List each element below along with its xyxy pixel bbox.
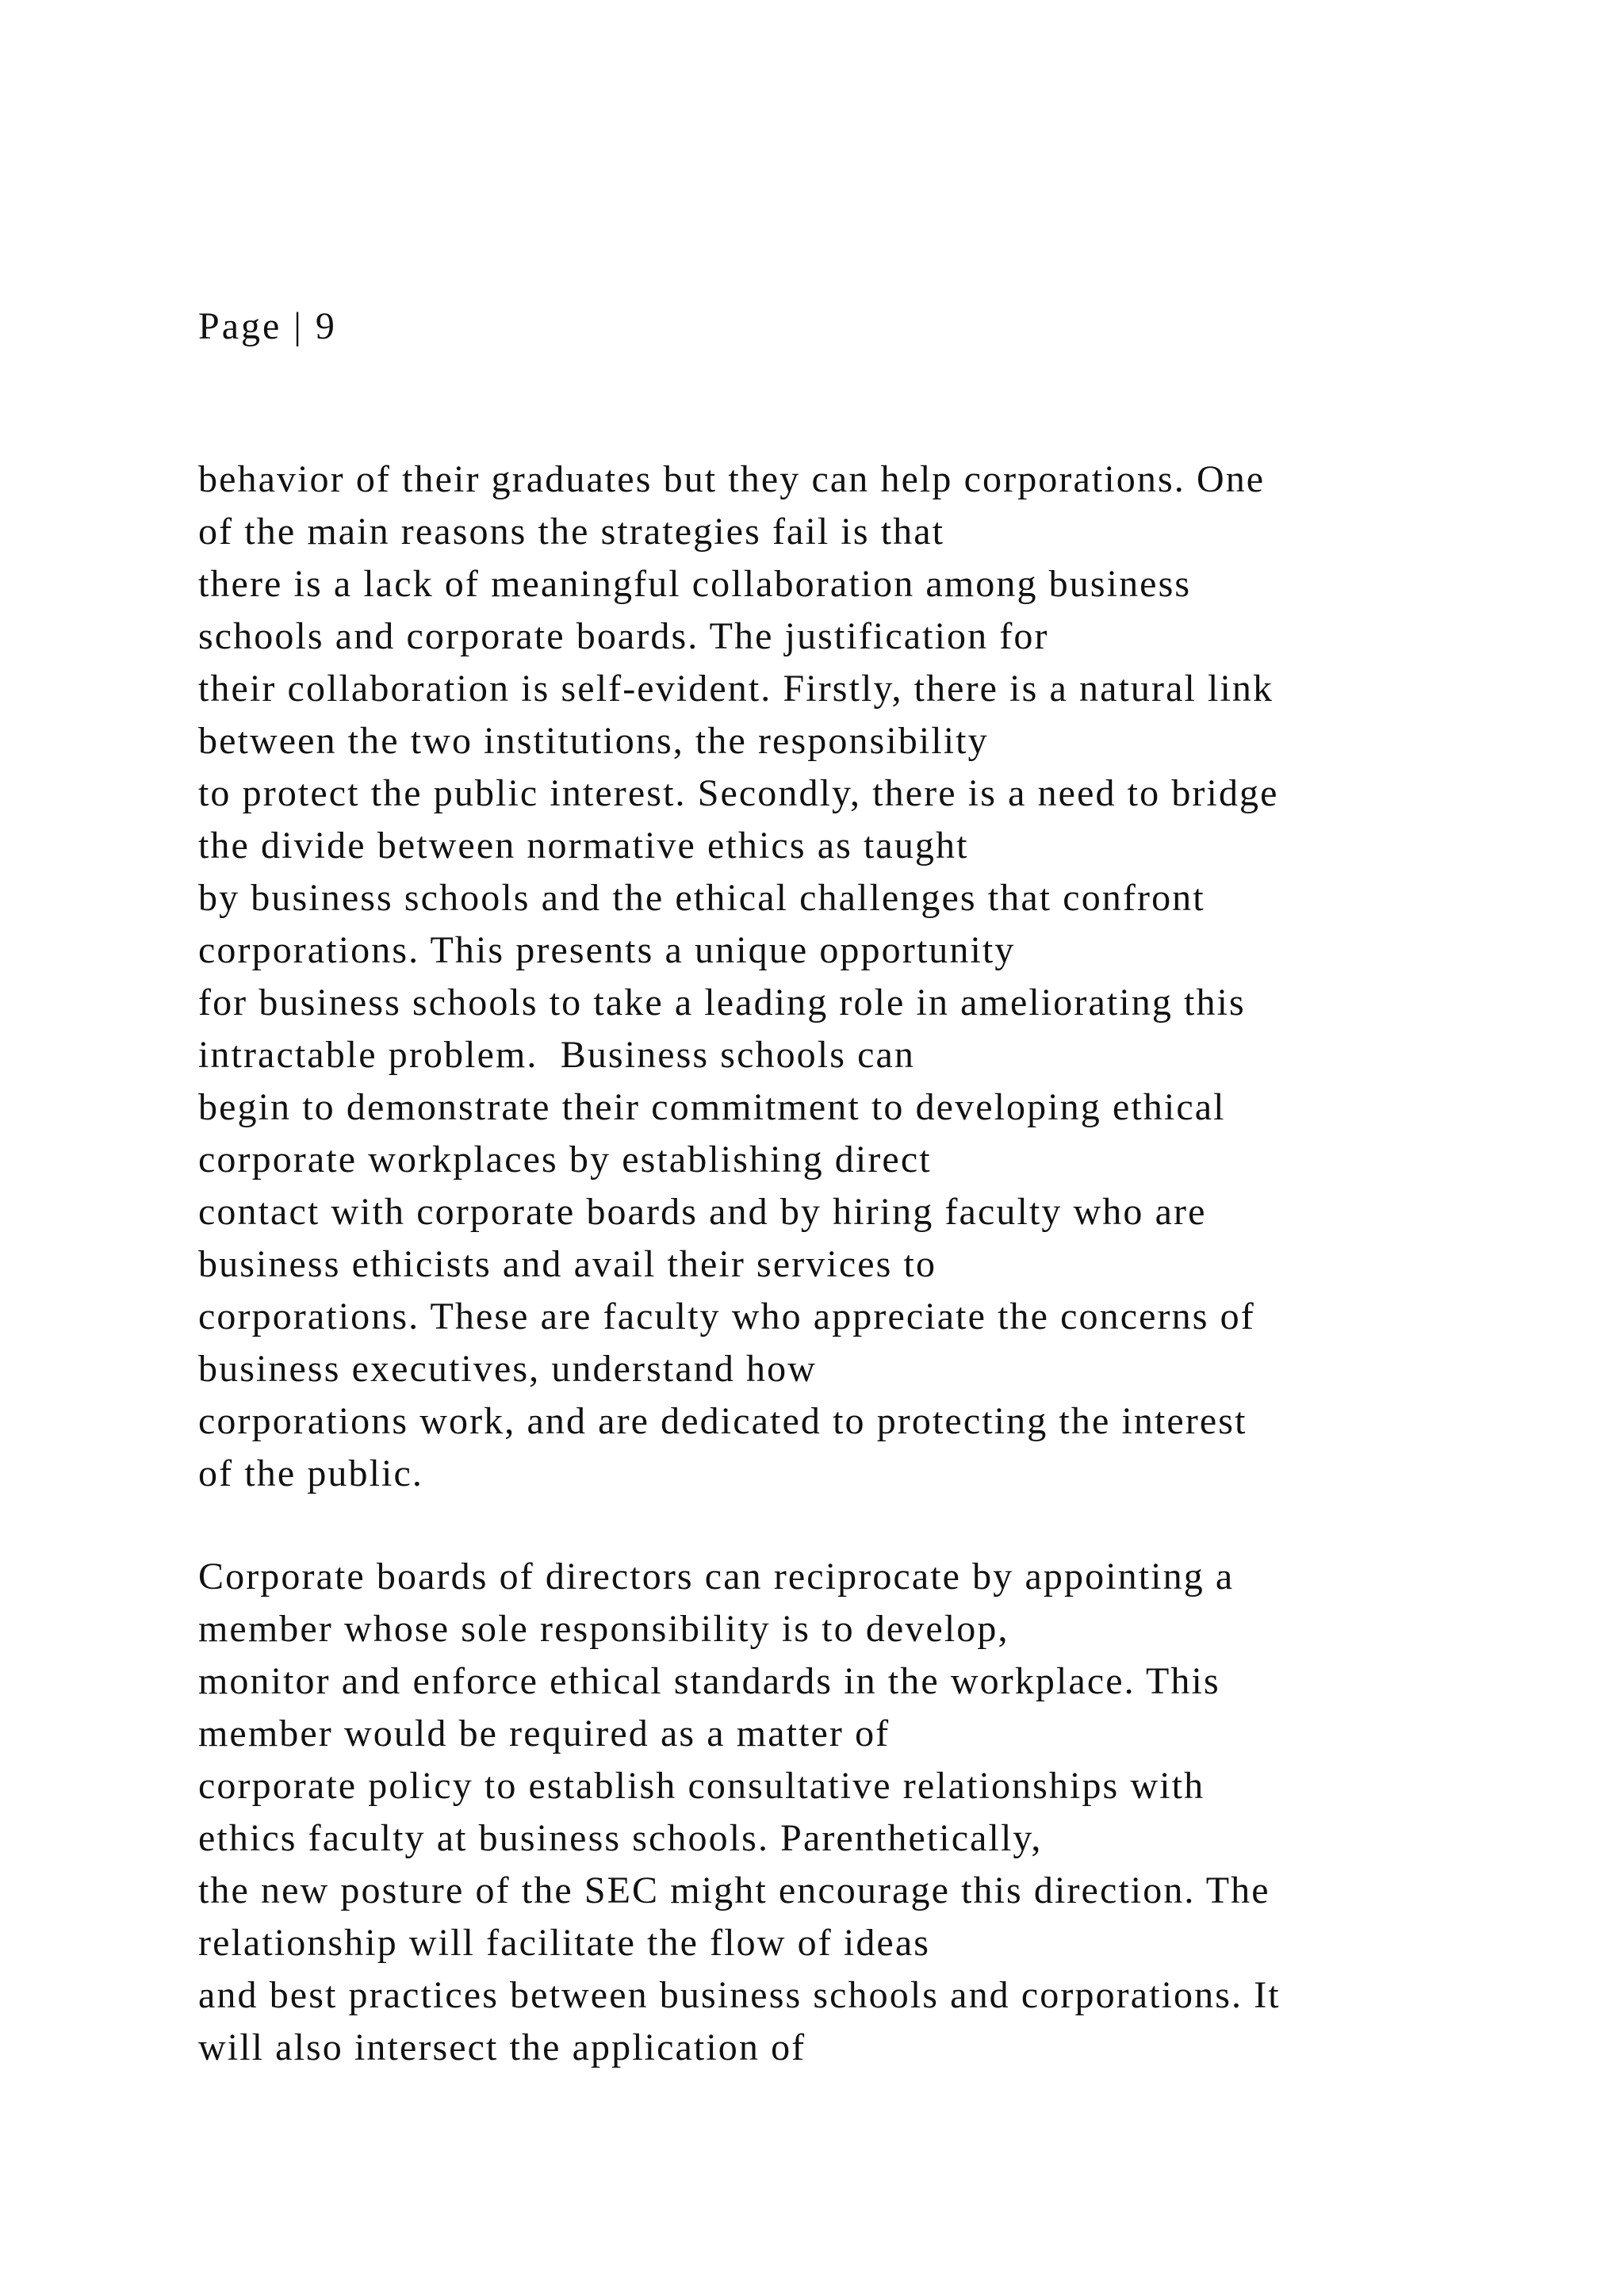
text-line: contact with corporate boards and by hiring faculty who are [198, 1191, 1207, 1233]
text-line: relationship will facilitate the flow of ideas [198, 1922, 931, 1964]
text-line: business ethicists and avail their services to [198, 1243, 937, 1285]
text-line: the new posture of the SEC might encourage this direction. The [198, 1869, 1270, 1911]
text-line: member whose sole responsibility is to develop, [198, 1608, 1009, 1650]
text-line: business executives, understand how [198, 1348, 818, 1390]
text-line: of the main reasons the strategies fail is that [198, 511, 945, 553]
text-line: will also intersect the application of [198, 2026, 806, 2068]
text-line: the divide between normative ethics as taught [198, 825, 969, 867]
text-line: their collaboration is self-evident. Firstly, there is a natural link [198, 668, 1274, 710]
text-line: and best practices between business schools and corporations. It [198, 1974, 1281, 2016]
text-line: of the public. [198, 1452, 424, 1494]
text-line: corporate policy to establish consultative relationships with [198, 1765, 1205, 1807]
text-line: ethics faculty at business schools. Parenthetically, [198, 1817, 1043, 1859]
text-line: for business schools to take a leading role in ameliorating this [198, 982, 1246, 1024]
text-line: behavior of their graduates but they can help corporations. One [198, 458, 1266, 500]
text-line: Corporate boards of directors can reciprocate by appointing a [198, 1556, 1235, 1598]
text-line: member would be required as a matter of [198, 1712, 891, 1755]
text-line: between the two institutions, the responsibility [198, 720, 989, 762]
text-line: there is a lack of meaningful collaboration among business [198, 563, 1192, 605]
text-line: corporations. This presents a unique opportunity [198, 929, 1016, 971]
text-line: by business schools and the ethical challenges that confront [198, 877, 1205, 919]
text-line: intractable problem. Business schools can [198, 1034, 916, 1076]
text-line: corporations work, and are dedicated to protecting the interest [198, 1400, 1247, 1442]
text-line: begin to demonstrate their commitment to developing ethical [198, 1086, 1226, 1128]
page-number-header: Page | 9 [198, 305, 337, 347]
body-paragraph-2 [198, 1551, 1507, 2074]
text-line: monitor and enforce ethical standards in the workplace. This [198, 1660, 1220, 1702]
text-line: corporations. These are faculty who appreciate the concerns of [198, 1295, 1255, 1337]
text-line: to protect the public interest. Secondly, there is a need to bridge [198, 772, 1279, 814]
body-paragraph-1 [198, 453, 1507, 1500]
text-line: corporate workplaces by establishing direct [198, 1138, 932, 1181]
text-line: schools and corporate boards. The justification for [198, 615, 1049, 657]
